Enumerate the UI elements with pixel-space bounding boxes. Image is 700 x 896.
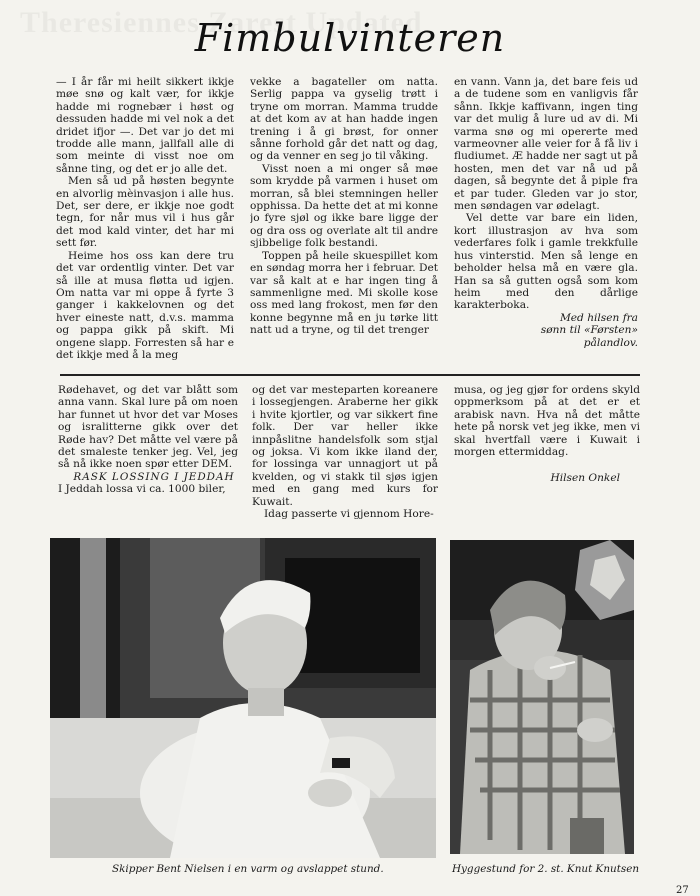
photo-caption-left: Skipper Bent Nielsen i en varm og avslappet stund.: [112, 863, 384, 875]
letter-subheading: RASK LOSSING I JEDDAH: [73, 470, 235, 483]
photo-skipper-illustration: [50, 538, 436, 858]
article-paragraph: vekke a bagateller om natta. Serlig pappa va gyselig trøtt i tryne om morran. Mamma trudde at det kom av at han hadde ingen trening i å gi brøst, for onner sånne forhold går det natt og dag, og da venner en seg jo til våking.: [250, 76, 438, 163]
photo-caption-right: Hyggestund for 2. st. Knut Knutsen: [452, 863, 640, 875]
letter-column-3: [454, 384, 640, 530]
article-signature-line: pålandlov.: [583, 336, 638, 349]
letter-paragraph: musa, og jeg gjør for ordens skyld oppmerksom på at det er et arabisk navn. Hva nå det måtte hete på norsk vet jeg ikke, men vi skal hvertfall være i Kuwait i morgen ettermiddag.: [454, 384, 640, 459]
photo-knut-illustration: [450, 540, 634, 854]
photo-knut: [450, 540, 634, 854]
article-column-1: [56, 76, 234, 368]
letter-column-1: [58, 384, 238, 530]
article-paragraph: Toppen på heile skuespillet kom en søndag morra her i februar. Det var så kalt at e har ingen ting å sammenligne med. Mi skolle kose oss med lang frokost, men før den konne begynne må en ju tørke litt natt ud a tryne, og til det trenger: [250, 249, 438, 337]
letter-paragraph: Idag passerte vi gjennom Hore-: [264, 508, 434, 521]
article-paragraph: Heime hos oss kan dere tru det var ordentlig vinter. Det var så ille at musa fløtta ud igjen. Om natta var mi oppe å fyrte 3 ganger i kakkelovnen og det hver eineste natt, d.v.s. mamma og pappa gikk på skift. Mi ongene slapp. Forresten så har e det ikkje med å la meg: [56, 249, 234, 361]
letter-column-2: [252, 384, 438, 530]
letter-paragraph: og det var mesteparten koreanere i lossegjengen. Araberne her gikk i hvite kjortler, og var sikkert fine folk. Der var heller ikke innpåslitne handelsfolk som stjal og joksa. Vi kom ikke iland der, for lossinga var unnagjort ut på kvelden, og vi stakk til sjøs igjen med en gang med kurs for Kuwait.: [252, 384, 438, 508]
article-signature-line: sønn til «Førsten»: [540, 324, 638, 337]
article-paragraph: Men så ud på høsten begynte en alvorlig mèinvasjon i alle hus. Det, ser dere, er ikkje noe godt tegn, for når mus vil i hus går det mod kald vinter, det har mi sett før.: [56, 175, 234, 250]
article-signature-line: Med hilsen fra: [559, 311, 638, 324]
article-paragraph: en vann. Vann ja, det bare feis ud a de tudene som en vanligvis får sånn. Ikkje kaffivann, ingen ting var det mulig å lure ud av di. Mi varma snø og mi opererte med varmeovner alle veier for å få liv i fludiumet. Æ hadde ner sagt ut på hosten, men det var nå ud på dagen, så begynte det å piple fra et par tuder. Gleden var jo stor, men søndagen var ødelagt.: [454, 76, 638, 213]
article-column-3: [454, 76, 638, 368]
section-divider: [60, 374, 640, 376]
page-number: 27: [676, 885, 689, 896]
photo-skipper: [50, 538, 436, 858]
article-title: Fimbulvinteren: [194, 16, 506, 60]
letter-signature: Hilsen Onkel: [550, 472, 620, 485]
article-column-2: [250, 76, 438, 368]
article-paragraph: Vel dette var bare ein liden, kort illustrasjon av hva som vederfares folk i gamle trekkfulle hus vinterstid. Men så lenge en beholder helsa må en være gla. Han sa så gutten også som kom heim med den dårlige karakterboka.: [454, 212, 638, 312]
letter-paragraph: Rødehavet, og det var blått som anna vann. Skal lure på om noen har funnet ut hvor det var Moses og isralitterne gikk over det Røde hav? Det måtte vel være på det smaleste tenker jeg. Vel, jeg så nå ikke noen spør etter DEM.: [58, 384, 238, 471]
letter-paragraph: I Jeddah lossa vi ca. 1000 biler,: [58, 483, 226, 496]
article-paragraph: Visst noen a mi onger så møe som krydde på varmen i huset om morran, så blei stemningen heller opphissa. Da hette det at mi konne jo fyre sjøl og ikke bare ligge der og dra oss og overlate alt til andre sjibbelige folk bestandi.: [250, 162, 438, 250]
article-paragraph: — I år får mi heilt sikkert ikkje møe snø og kalt vær, for ikkje hadde mi rognebær i høst og dessuden hadde mi vel nok a det dridet ifjor —. Det var jo det mi trodde alle mann, jallfall alle di som meinte di visst noe om sånne ting, og det er jo alle det.: [56, 76, 234, 175]
